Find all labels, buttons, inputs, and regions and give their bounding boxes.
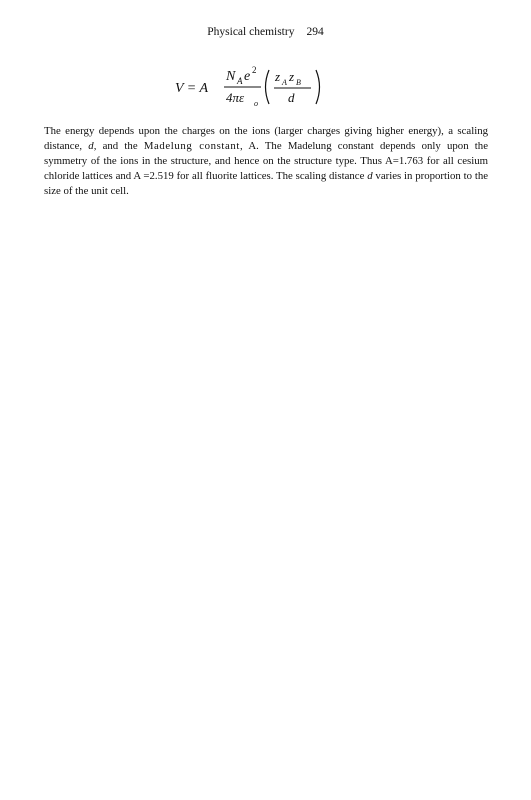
page-header xyxy=(0,25,531,39)
page-number: 294 xyxy=(306,26,324,38)
zb: z xyxy=(289,69,295,84)
running-title: Physical chemistry xyxy=(207,26,295,38)
scaling-distance-d-2: d xyxy=(367,170,373,182)
scaling-distance-d: d, xyxy=(88,140,97,152)
distance-d: d xyxy=(288,90,295,105)
denominator: 4πε xyxy=(226,90,245,105)
za-sub: A xyxy=(282,78,287,87)
body-paragraph xyxy=(44,124,488,199)
equation-lhs: V = A xyxy=(175,81,209,96)
right-paren xyxy=(316,70,320,104)
numerator-e: e xyxy=(244,69,251,84)
left-paren xyxy=(266,70,270,104)
equation-graphic xyxy=(175,64,325,114)
zb-sub: B xyxy=(296,78,301,87)
numerator-e-exp: 2 xyxy=(252,65,257,75)
madelung-equation xyxy=(175,64,325,114)
paragraph-part-2: and the xyxy=(96,140,144,152)
paragraph-part-4: varies in proportion to the size of the unit cell. xyxy=(44,170,489,197)
numerator-n-sub: A xyxy=(237,76,243,86)
denominator-sub: o xyxy=(254,99,258,108)
paragraph-part-3: , A. The Madelung constant depends only upon the symmetry of the ions in the structure, and hence on the structure type. Thus A=1.763 for all cesium chloride lattices and A =2.519 for all fluorite lattices. The scaling distance xyxy=(44,140,488,182)
paragraph-part-1: The energy depends upon the charges on the ions (larger charges giving higher energy), a scaling distance, xyxy=(44,125,488,152)
madelung-constant-term: Madelung constant xyxy=(143,140,240,152)
numerator-n: N xyxy=(226,69,236,84)
za: z xyxy=(275,69,281,84)
